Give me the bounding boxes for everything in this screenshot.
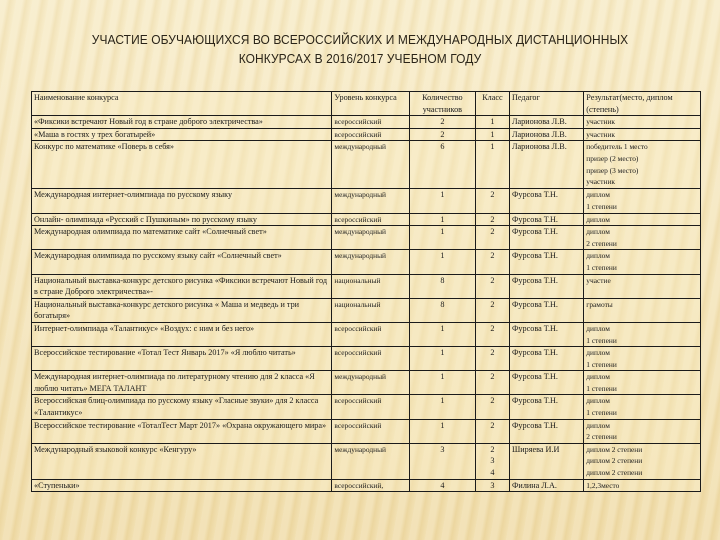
result-line: диплом 2 степени	[586, 444, 643, 454]
cell-result: диплом	[584, 213, 701, 226]
cell-count: 1	[409, 371, 475, 395]
header-level: Уровень конкурса	[332, 92, 409, 116]
result-line: 1 степени	[586, 359, 617, 369]
cell-class: 3	[475, 479, 509, 492]
cell-name: Международная олимпиада по русскому языку сайт «Солнечный свет»	[32, 250, 332, 274]
cell-teacher: Фурсова Т.Н.	[509, 213, 583, 226]
cell-level: международный	[332, 371, 409, 395]
table-row	[32, 226, 701, 250]
table-row	[32, 189, 701, 213]
cell-teacher: Ларионова Л.В.	[509, 116, 583, 129]
result-line: диплом 2 степени	[586, 468, 643, 478]
result-line: 2 степени	[586, 238, 617, 248]
contests-table	[31, 91, 701, 492]
result-line: диплом	[586, 372, 610, 382]
table-row	[32, 274, 701, 298]
cell-level: международный	[332, 226, 409, 250]
cell-result	[584, 226, 701, 250]
table-row	[32, 395, 701, 419]
result-line: 1 степени	[586, 383, 617, 393]
table-row	[32, 213, 701, 226]
cell-count: 1	[409, 419, 475, 443]
cell-count: 1	[409, 250, 475, 274]
cell-result	[584, 419, 701, 443]
cell-count: 1	[409, 322, 475, 346]
table-row	[32, 322, 701, 346]
table-row	[32, 347, 701, 371]
title-line-1: УЧАСТИЕ ОБУЧАЮЩИХСЯ ВО ВСЕРОССИЙСКИХ И МЕЖДУНАРОДНЫХ ДИСТАНЦИОННЫХ	[91, 32, 629, 47]
cell-class: 2	[475, 298, 509, 322]
cell-level: международный	[332, 250, 409, 274]
cell-level: всероссийский	[332, 395, 409, 419]
cell-result: участник	[584, 128, 701, 141]
cell-count: 1	[409, 213, 475, 226]
cell-class: 2	[475, 213, 509, 226]
cell-result	[584, 322, 701, 346]
cell-name: Онлайн- олимпиада «Русский с Пушкиным» по русскому языку	[32, 213, 332, 226]
cell-name: Международная интернет-олимпиада по русскому языку	[32, 189, 332, 213]
cell-level: всероссийский,	[332, 479, 409, 492]
cell-level: всероссийский	[332, 213, 409, 226]
result-line: диплом	[586, 190, 610, 200]
cell-result	[584, 371, 701, 395]
cell-class: 2	[475, 419, 509, 443]
class-line: 3	[490, 456, 495, 466]
page-title	[29, 30, 691, 68]
cell-result	[584, 395, 701, 419]
result-line: диплом 2 степени	[586, 456, 643, 466]
cell-class: 2	[475, 250, 509, 274]
cell-teacher: Фурсова Т.Н.	[509, 189, 583, 213]
cell-name: Всероссийское тестирование «ТоталТест Март 2017» «Охрана окружающего мира»	[32, 419, 332, 443]
table-row	[32, 298, 701, 322]
cell-class: 2	[475, 322, 509, 346]
cell-count: 3	[409, 443, 475, 479]
cell-name: Всероссийская блиц-олимпиада по русскому языку «Гласные звуки» для 2 класса «Талантикус»	[32, 395, 332, 419]
cell-count: 8	[409, 298, 475, 322]
result-line: 2 степени	[586, 432, 617, 442]
cell-count: 1	[409, 226, 475, 250]
table-row	[32, 479, 701, 492]
cell-result: участие	[584, 274, 701, 298]
table-row	[32, 419, 701, 443]
result-line: диплом	[586, 251, 610, 261]
cell-level: всероссийский	[332, 116, 409, 129]
cell-count: 1	[409, 189, 475, 213]
cell-class: 2	[475, 371, 509, 395]
cell-teacher: Ларионова Л.В.	[509, 141, 583, 189]
result-line: призер (2 место)	[586, 153, 639, 163]
cell-name: Интернет-олимпиада «Талантикус» «Воздух: с ним и без него»	[32, 322, 332, 346]
result-line: 1 степени	[586, 408, 617, 418]
cell-level: всероссийский	[332, 128, 409, 141]
cell-level: национальный	[332, 298, 409, 322]
header-result: Результат(место, диплом (степень)	[584, 92, 701, 116]
cell-result	[584, 189, 701, 213]
cell-count: 4	[409, 479, 475, 492]
cell-teacher: Филина Л.А.	[509, 479, 583, 492]
table-row	[32, 371, 701, 395]
header-name: Наименование конкурса	[32, 92, 332, 116]
header-teacher: Педагог	[509, 92, 583, 116]
cell-teacher: Фурсова Т.Н.	[509, 371, 583, 395]
class-line: 2	[490, 444, 495, 454]
cell-name: «Фиксики встречают Новый год в стране доброго электричества»	[32, 116, 332, 129]
cell-count: 2	[409, 116, 475, 129]
table-row	[32, 116, 701, 129]
cell-level: всероссийский	[332, 347, 409, 371]
cell-level: международный	[332, 189, 409, 213]
result-line: диплом	[586, 420, 610, 430]
cell-name: «Маша в гостях у трех богатырей»	[32, 128, 332, 141]
result-line: победитель 1 место	[586, 142, 648, 152]
cell-count: 6	[409, 141, 475, 189]
result-line: призер (3 место)	[586, 165, 639, 175]
cell-result	[584, 141, 701, 189]
table-row	[32, 141, 701, 189]
cell-teacher: Фурсова Т.Н.	[509, 419, 583, 443]
cell-result	[584, 443, 701, 479]
result-line: диплом	[586, 396, 610, 406]
cell-class: 1	[475, 141, 509, 189]
cell-name: Всероссийское тестирование «Тотал Тест Январь 2017» «Я люблю читать»	[32, 347, 332, 371]
result-line: участник	[586, 177, 616, 187]
header-class: Класс	[475, 92, 509, 116]
cell-count: 2	[409, 128, 475, 141]
cell-class: 1	[475, 128, 509, 141]
cell-count: 1	[409, 347, 475, 371]
cell-level: международный	[332, 443, 409, 479]
cell-count: 8	[409, 274, 475, 298]
result-line: 1 степени	[586, 335, 617, 345]
cell-class	[475, 443, 509, 479]
cell-name: Конкурс по математике «Поверь в себя»	[32, 141, 332, 189]
cell-class: 2	[475, 226, 509, 250]
cell-class: 2	[475, 395, 509, 419]
table-row	[32, 250, 701, 274]
cell-name: Международная интернет-олимпиада по литературному чтению для 2 класса «Я люблю читать» МЕГА ТАЛАНТ	[32, 371, 332, 395]
cell-level: всероссийский	[332, 419, 409, 443]
cell-teacher: Фурсова Т.Н.	[509, 250, 583, 274]
cell-teacher: Фурсова Т.Н.	[509, 226, 583, 250]
cell-result: грамоты	[584, 298, 701, 322]
table-row	[32, 443, 701, 479]
result-line: 1 степени	[586, 201, 617, 211]
header-count: Количество участников	[409, 92, 475, 116]
cell-count: 1	[409, 395, 475, 419]
cell-teacher: Ширяева И.И	[509, 443, 583, 479]
cell-teacher: Фурсова Т.Н.	[509, 395, 583, 419]
result-line: диплом	[586, 227, 610, 237]
table-header-row	[32, 92, 701, 116]
cell-result: участник	[584, 116, 701, 129]
cell-teacher: Фурсова Т.Н.	[509, 347, 583, 371]
result-line: диплом	[586, 323, 610, 333]
cell-result	[584, 250, 701, 274]
result-line: 1 степени	[586, 262, 617, 272]
cell-teacher: Фурсова Т.Н.	[509, 298, 583, 322]
cell-name: «Ступеньки»	[32, 479, 332, 492]
cell-class: 2	[475, 347, 509, 371]
cell-name: Национальный выставка-конкурс детского рисунка «Фиксики встречают Новый год в стране Доброго электричества»-	[32, 274, 332, 298]
result-line: диплом	[586, 348, 610, 358]
table-row	[32, 128, 701, 141]
cell-level: национальный	[332, 274, 409, 298]
cell-result: 1,2,3место	[584, 479, 701, 492]
cell-teacher: Фурсова Т.Н.	[509, 322, 583, 346]
cell-teacher: Ларионова Л.В.	[509, 128, 583, 141]
cell-level: всероссийский	[332, 322, 409, 346]
cell-name: Международная олимпиада по математике сайт «Солнечный свет»	[32, 226, 332, 250]
cell-name: Национальный выставка-конкурс детского рисунка « Маша и медведь и три богатыря»	[32, 298, 332, 322]
class-line: 4	[490, 468, 495, 478]
cell-name: Международный языковой конкурс «Кенгуру»	[32, 443, 332, 479]
cell-result	[584, 347, 701, 371]
cell-class: 2	[475, 189, 509, 213]
cell-class: 1	[475, 116, 509, 129]
cell-teacher: Фурсова Т.Н.	[509, 274, 583, 298]
cell-class: 2	[475, 274, 509, 298]
cell-level: международный	[332, 141, 409, 189]
title-line-2: КОНКУРСАХ В 2016/2017 УЧЕБНОМ ГОДУ	[238, 51, 482, 66]
